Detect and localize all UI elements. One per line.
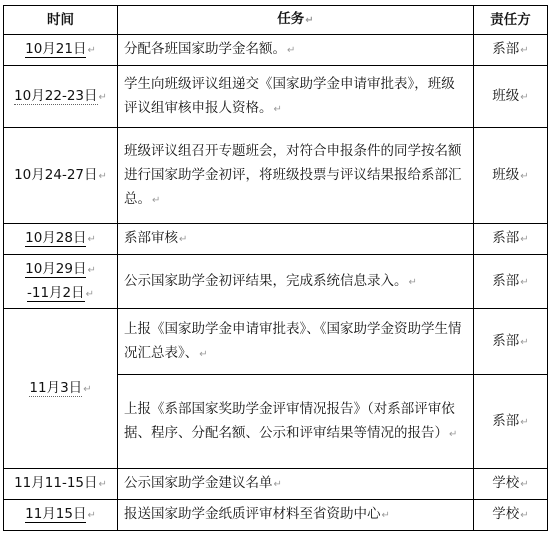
- table-row: [4, 128, 548, 224]
- responsible-cell: 系部↵: [474, 255, 548, 309]
- responsible-cell: 系部↵: [474, 375, 548, 469]
- responsible-cell: 系部↵: [474, 309, 548, 375]
- task-cell: 学生向班级评议组递交《国家助学金申请审批表》，班级评议组审核申报人资格。↵: [118, 66, 474, 128]
- paragraph-mark: ↵: [87, 264, 96, 276]
- paragraph-mark: ↵: [85, 288, 95, 300]
- time-cell: 10月24-27日↵: [4, 128, 118, 224]
- time-cell: 11月15日↵: [4, 500, 118, 531]
- header-responsible: 责任方: [474, 6, 548, 35]
- table-row: [4, 66, 548, 128]
- paragraph-mark: ↵: [98, 91, 107, 103]
- time-cell: 11月11-15日↵: [4, 469, 118, 500]
- responsible-cell: 班级↵: [474, 128, 548, 224]
- paragraph-mark: ↵: [520, 170, 529, 182]
- time-cell: 10月28日↵: [4, 224, 118, 255]
- paragraph-mark: ↵: [520, 336, 529, 348]
- table-row: [4, 309, 548, 375]
- paragraph-mark: ↵: [520, 45, 529, 56]
- header-task: 任务↵: [118, 6, 474, 35]
- paragraph-mark: ↵: [449, 428, 458, 440]
- paragraph-mark: ↵: [520, 276, 529, 288]
- time-cell: 10月21日↵: [4, 35, 118, 66]
- paragraph-mark: ↵: [520, 234, 529, 245]
- paragraph-mark: ↵: [152, 194, 161, 206]
- time-cell: 10月22-23日↵: [4, 66, 118, 128]
- paragraph-mark: ↵: [87, 45, 96, 56]
- paragraph-mark: ↵: [381, 510, 390, 521]
- responsible-cell: 系部↵: [474, 224, 548, 255]
- task-cell: 报送国家助学金纸质评审材料至省资助中心↵: [118, 500, 474, 531]
- table-row: [4, 500, 548, 531]
- header-time: 时间: [4, 6, 118, 35]
- paragraph-mark: ↵: [273, 479, 282, 490]
- table-row: [4, 255, 548, 309]
- task-cell: 上报《系部国家奖助学金评审情况报告》（对系部评审依据、程序、分配名额、公示和评审结果等情况的报告）↵: [118, 375, 474, 469]
- table-row: [4, 224, 548, 255]
- paragraph-mark: ↵: [199, 348, 208, 360]
- task-cell: 上报《国家助学金申请审批表》、《国家助学金资助学生情况汇总表》、↵: [118, 309, 474, 375]
- table-row: [4, 469, 548, 500]
- task-cell: 公示国家助学金初评结果，完成系统信息录入。↵: [118, 255, 474, 309]
- time-cell: 10月29日↵ -11月2日↵: [4, 255, 118, 309]
- schedule-table: [3, 5, 548, 531]
- paragraph-mark: ↵: [98, 170, 107, 182]
- paragraph-mark: ↵: [305, 15, 314, 26]
- paragraph-mark: ↵: [87, 510, 96, 521]
- paragraph-mark: ↵: [98, 479, 107, 490]
- task-cell: 系部审核↵: [118, 224, 474, 255]
- paragraph-mark: ↵: [520, 510, 529, 521]
- schedule-table-wrapper: [3, 5, 548, 531]
- task-cell: 班级评议组召开专题班会，对符合申报条件的同学按名额进行国家助学金初评，将班级投票与评议结果报给系部汇总。↵: [118, 128, 474, 224]
- paragraph-mark: ↵: [83, 383, 92, 395]
- responsible-cell: 系部↵: [474, 35, 548, 66]
- paragraph-mark: ↵: [179, 234, 188, 245]
- responsible-cell: 班级↵: [474, 66, 548, 128]
- paragraph-mark: ↵: [273, 103, 282, 115]
- paragraph-mark: ↵: [287, 45, 296, 56]
- task-cell: 公示国家助学金建议名单↵: [118, 469, 474, 500]
- responsible-cell: 学校↵: [474, 469, 548, 500]
- table-row: [4, 35, 548, 66]
- paragraph-mark: ↵: [87, 234, 96, 245]
- paragraph-mark: ↵: [520, 416, 529, 428]
- task-cell: 分配各班国家助学金名额。↵: [118, 35, 474, 66]
- time-cell: 11月3日↵: [4, 309, 118, 469]
- responsible-cell: 学校↵: [474, 500, 548, 531]
- header-row: [4, 6, 548, 35]
- paragraph-mark: ↵: [408, 276, 417, 288]
- paragraph-mark: ↵: [520, 479, 529, 490]
- paragraph-mark: ↵: [520, 91, 529, 103]
